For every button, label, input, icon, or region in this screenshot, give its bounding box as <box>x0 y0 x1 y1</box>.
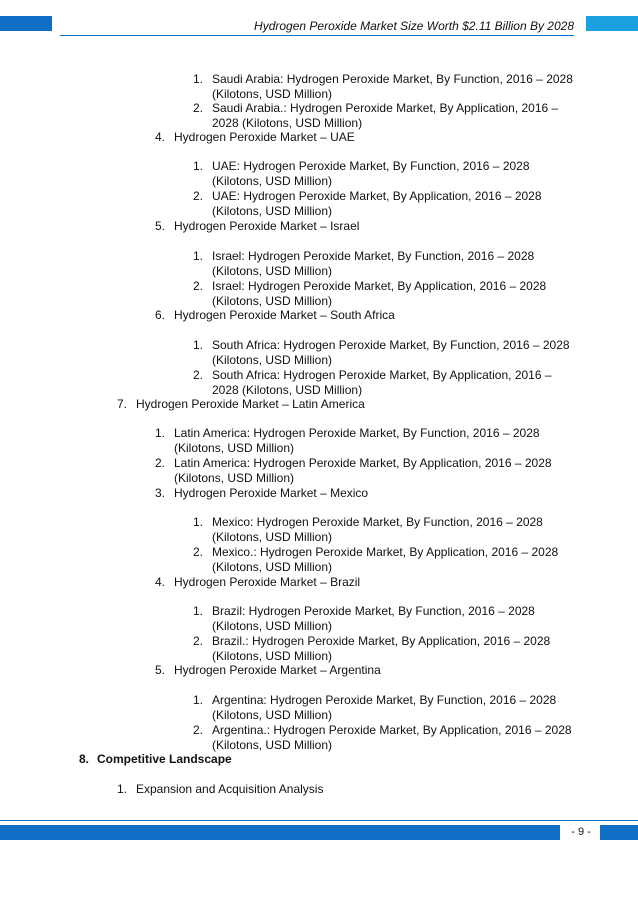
toc-item-text: Hydrogen Peroxide Market – Mexico <box>174 486 369 500</box>
toc-item-number: 1. <box>193 515 204 529</box>
toc-item-number: 5. <box>155 663 166 677</box>
toc-item-text: Argentina: Hydrogen Peroxide Market, By Function, 2016 – 2028 <box>212 693 557 707</box>
footer-bar <box>0 825 560 840</box>
toc-item-continuation: (Kilotons, USD Million) <box>174 471 295 485</box>
toc-item-number: 1. <box>155 426 166 440</box>
toc-item-number: 2. <box>193 189 204 203</box>
toc-item-number: 4. <box>155 130 166 144</box>
toc-item-text: South Africa: Hydrogen Peroxide Market, By Application, 2016 – <box>212 368 552 382</box>
toc-item-text: Hydrogen Peroxide Market – Brazil <box>174 575 361 589</box>
toc-item-number: 1. <box>117 782 128 796</box>
toc-item-number: 1. <box>193 249 204 263</box>
toc-item-text: UAE: Hydrogen Peroxide Market, By Application, 2016 – 2028 <box>212 189 542 203</box>
toc-item-continuation: (Kilotons, USD Million) <box>212 649 333 663</box>
toc-item-continuation: (Kilotons, USD Million) <box>212 560 333 574</box>
toc-item-text: Argentina.: Hydrogen Peroxide Market, By Application, 2016 – 2028 <box>212 723 572 737</box>
toc-item-number: 2. <box>193 545 204 559</box>
toc-item-continuation: 2028 (Kilotons, USD Million) <box>212 116 363 130</box>
header-accent-right <box>586 16 638 31</box>
toc-item-number: 2. <box>193 368 204 382</box>
toc-item-continuation: (Kilotons, USD Million) <box>212 87 333 101</box>
toc-item-continuation: (Kilotons, USD Million) <box>212 204 333 218</box>
footer-bar-right <box>600 825 638 840</box>
toc-item-number: 3. <box>155 486 166 500</box>
toc-item-number: 1. <box>193 604 204 618</box>
toc-item-number: 2. <box>193 634 204 648</box>
toc-item-continuation: (Kilotons, USD Million) <box>174 441 295 455</box>
toc-item-number: 1. <box>193 338 204 352</box>
toc-item-text: Israel: Hydrogen Peroxide Market, By Application, 2016 – 2028 <box>212 279 547 293</box>
toc-item-continuation: (Kilotons, USD Million) <box>212 174 333 188</box>
header-rule <box>60 35 574 36</box>
toc-item-text: UAE: Hydrogen Peroxide Market, By Function, 2016 – 2028 <box>212 159 530 173</box>
toc-item-number: 4. <box>155 575 166 589</box>
toc-item-continuation: (Kilotons, USD Million) <box>212 708 333 722</box>
toc-item-text: Saudi Arabia.: Hydrogen Peroxide Market, By Application, 2016 – <box>212 101 559 115</box>
toc-item-number: 1. <box>193 693 204 707</box>
toc-item-text: Brazil.: Hydrogen Peroxide Market, By Application, 2016 – 2028 <box>212 634 551 648</box>
toc-item-number: 2. <box>155 456 166 470</box>
toc-item-text: Mexico.: Hydrogen Peroxide Market, By Application, 2016 – 2028 <box>212 545 559 559</box>
toc-item-number: 7. <box>117 397 128 411</box>
toc-item-continuation: 2028 (Kilotons, USD Million) <box>212 383 363 397</box>
toc-item-text: Hydrogen Peroxide Market – Argentina <box>174 663 381 677</box>
header-accent-left <box>0 16 52 31</box>
toc-item-text: Hydrogen Peroxide Market – UAE <box>174 130 355 144</box>
toc-item-text: Israel: Hydrogen Peroxide Market, By Function, 2016 – 2028 <box>212 249 535 263</box>
page-number: - 9 - <box>571 826 591 838</box>
toc-item-continuation: (Kilotons, USD Million) <box>212 264 333 278</box>
toc-item-number: 1. <box>193 159 204 173</box>
toc-item-continuation: (Kilotons, USD Million) <box>212 353 333 367</box>
toc-item-text: Mexico: Hydrogen Peroxide Market, By Function, 2016 – 2028 <box>212 515 543 529</box>
footer-rule <box>0 820 638 821</box>
toc-item-continuation: (Kilotons, USD Million) <box>212 294 333 308</box>
toc-item-text: Competitive Landscape <box>97 752 232 766</box>
toc-item-number: 1. <box>193 72 204 86</box>
toc-item-text: Saudi Arabia: Hydrogen Peroxide Market, By Function, 2016 – 2028 <box>212 72 573 86</box>
page-header-title: Hydrogen Peroxide Market Size Worth $2.11 Billion By 2028 <box>254 19 574 33</box>
toc-item-text: Hydrogen Peroxide Market – South Africa <box>174 308 395 322</box>
toc-item-text: Hydrogen Peroxide Market – Israel <box>174 219 360 233</box>
toc-item-text: Latin America: Hydrogen Peroxide Market, By Application, 2016 – 2028 <box>174 456 552 470</box>
toc-item-text: South Africa: Hydrogen Peroxide Market, By Function, 2016 – 2028 <box>212 338 570 352</box>
toc-item-continuation: (Kilotons, USD Million) <box>212 530 333 544</box>
toc-item-continuation: (Kilotons, USD Million) <box>212 619 333 633</box>
toc-item-number: 8. <box>79 752 90 766</box>
toc-item-number: 2. <box>193 279 204 293</box>
toc-item-text: Hydrogen Peroxide Market – Latin America <box>136 397 365 411</box>
toc-item-number: 5. <box>155 219 166 233</box>
toc-item-continuation: (Kilotons, USD Million) <box>212 738 333 752</box>
toc-item-text: Latin America: Hydrogen Peroxide Market, By Function, 2016 – 2028 <box>174 426 540 440</box>
toc-item-number: 6. <box>155 308 166 322</box>
toc-item-number: 2. <box>193 101 204 115</box>
toc-item-number: 2. <box>193 723 204 737</box>
toc-item-text: Expansion and Acquisition Analysis <box>136 782 324 796</box>
toc-item-text: Brazil: Hydrogen Peroxide Market, By Function, 2016 – 2028 <box>212 604 535 618</box>
